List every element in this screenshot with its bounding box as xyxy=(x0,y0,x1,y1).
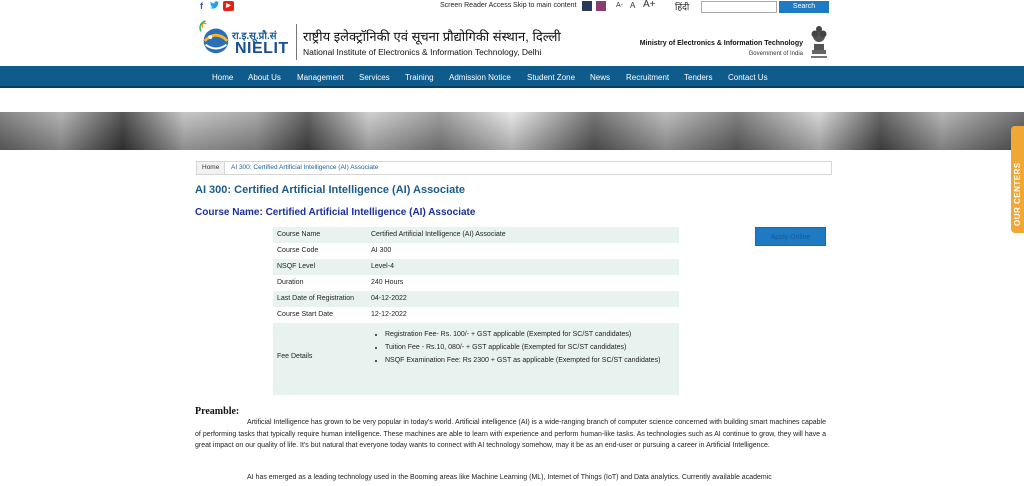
institute-name-english: National Institute of Electronics & Information Technology, Delhi xyxy=(303,47,542,57)
preamble-heading: Preamble: xyxy=(195,406,240,417)
nav-news[interactable]: News xyxy=(590,73,611,82)
skip-to-main-link[interactable]: Skip to main content xyxy=(513,2,577,9)
banner-shade xyxy=(0,112,1024,150)
detail-value: 240 Hours xyxy=(371,279,404,286)
breadcrumb xyxy=(196,161,832,175)
table-row xyxy=(273,275,679,291)
youtube-icon[interactable]: ▶ xyxy=(223,1,234,11)
government-of-india-text: Government of India xyxy=(748,51,803,57)
logo-hindi-text: रा.इ.सू.प्रौ.सं xyxy=(232,31,277,42)
course-details-table xyxy=(273,227,679,395)
font-decrease-button[interactable]: A- xyxy=(616,2,623,9)
our-centers-tab[interactable] xyxy=(1011,126,1024,233)
logo-text[interactable]: NIELIT xyxy=(235,40,289,57)
table-row xyxy=(273,243,679,259)
detail-value: Level-4 xyxy=(371,263,394,270)
detail-key: Course Name xyxy=(277,231,321,238)
detail-key: Last Date of Registration xyxy=(277,295,355,302)
facebook-icon[interactable]: f xyxy=(200,1,203,11)
nav-student-zone[interactable]: Student Zone xyxy=(527,73,576,82)
nav-home[interactable]: Home xyxy=(212,73,234,82)
theme-swatch-purple[interactable] xyxy=(596,1,606,11)
twitter-icon[interactable] xyxy=(210,1,219,11)
hindi-language-link[interactable]: हिंदी xyxy=(675,2,690,12)
list-item: • Registration Fee- Rs. 100/- + GST applicable (Exempted for SC/ST candidates) xyxy=(385,328,675,341)
table-row xyxy=(273,307,679,323)
main-navigation xyxy=(0,66,1024,88)
list-item: • Tuition Fee - Rs.10, 080/- + GST applicable (Exempted for SC/ST candidates) xyxy=(385,341,675,354)
nav-training[interactable]: Training xyxy=(405,73,434,82)
detail-value: Certified Artificial Intelligence (AI) Associate xyxy=(371,231,506,238)
table-row-fee-details xyxy=(273,323,679,395)
social-links xyxy=(197,1,234,11)
fee-list xyxy=(377,328,675,367)
screen-reader-link[interactable]: Screen Reader Access xyxy=(440,2,512,9)
font-increase-button[interactable]: A+ xyxy=(643,0,656,10)
font-normal-button[interactable]: A xyxy=(630,1,636,10)
institute-name-hindi: राष्ट्रीय इलेक्ट्रॉनिकी एवं सूचना प्रौद्योगिकी संस्थान, दिल्ली xyxy=(303,29,561,44)
preamble-paragraph: AI has emerged as a leading technology used in the Booming areas like Machine Learning (ML), Internet of Things (IoT) and Data analytics. Currently available academic xyxy=(247,474,772,481)
breadcrumb-home[interactable]: Home xyxy=(197,162,225,174)
detail-key: Duration xyxy=(277,279,304,286)
our-centers-label: OUR CENTERS xyxy=(1013,162,1022,226)
list-item: • NSQF Examination Fee: Rs 2300 + GST as applicable (Exempted for SC/ST candidates) xyxy=(385,354,675,367)
theme-swatch-dark[interactable] xyxy=(582,1,592,11)
course-name-heading: Course Name: Certified Artificial Intelligence (AI) Associate xyxy=(195,207,476,218)
top-utility-bar xyxy=(0,0,1024,14)
page-title: AI 300: Certified Artificial Intelligence (AI) Associate xyxy=(195,184,465,196)
detail-key: NSQF Level xyxy=(277,263,316,270)
ministry-name: Ministry of Electronics & Information Technology xyxy=(639,40,803,47)
ashoka-emblem-icon xyxy=(808,20,830,62)
nav-admission-notice[interactable]: Admission Notice xyxy=(449,73,511,82)
detail-key: Course Start Date xyxy=(277,311,334,318)
detail-value: AI 300 xyxy=(371,247,392,254)
table-row xyxy=(273,259,679,275)
nielit-logo-icon[interactable] xyxy=(197,20,235,58)
nav-about-us[interactable]: About Us xyxy=(248,73,281,82)
preamble-paragraph: Artificial Intelligence has grown to be very popular in today's world. Artificial intelligence (AI) is a wide-ranging branch of computer science concerned with building smart machines capable of performing tasks that typically require human intelligence. These machines are able to learn with experience and perform human-like tasks. As technologies such as AI continue to grow, they will have a great impact on our quality of life. It's but natural that everyone today wants to connect with AI technology somehow, may it be as an end-user or pursuing a career in Artificial Intelligence. xyxy=(195,419,826,449)
table-row xyxy=(273,291,679,307)
nav-recruitment[interactable]: Recruitment xyxy=(626,73,670,82)
search-button[interactable]: Search xyxy=(779,1,829,13)
apply-online-button[interactable]: Apply Online xyxy=(755,227,826,246)
detail-value: 04-12-2022 xyxy=(371,295,407,302)
detail-value: 12-12-2022 xyxy=(371,311,407,318)
nav-services[interactable]: Services xyxy=(359,73,390,82)
nav-contact-us[interactable]: Contact Us xyxy=(728,73,768,82)
nav-tenders[interactable]: Tenders xyxy=(684,73,713,82)
page-banner xyxy=(0,112,1024,150)
search-input[interactable] xyxy=(701,1,777,13)
breadcrumb-current: AI 300: Certified Artificial Intelligence (AI) Associate xyxy=(231,164,379,171)
detail-key: Fee Details xyxy=(277,353,313,360)
nav-management[interactable]: Management xyxy=(297,73,344,82)
header-divider xyxy=(296,24,297,60)
detail-key: Course Code xyxy=(277,247,319,254)
table-row xyxy=(273,227,679,243)
